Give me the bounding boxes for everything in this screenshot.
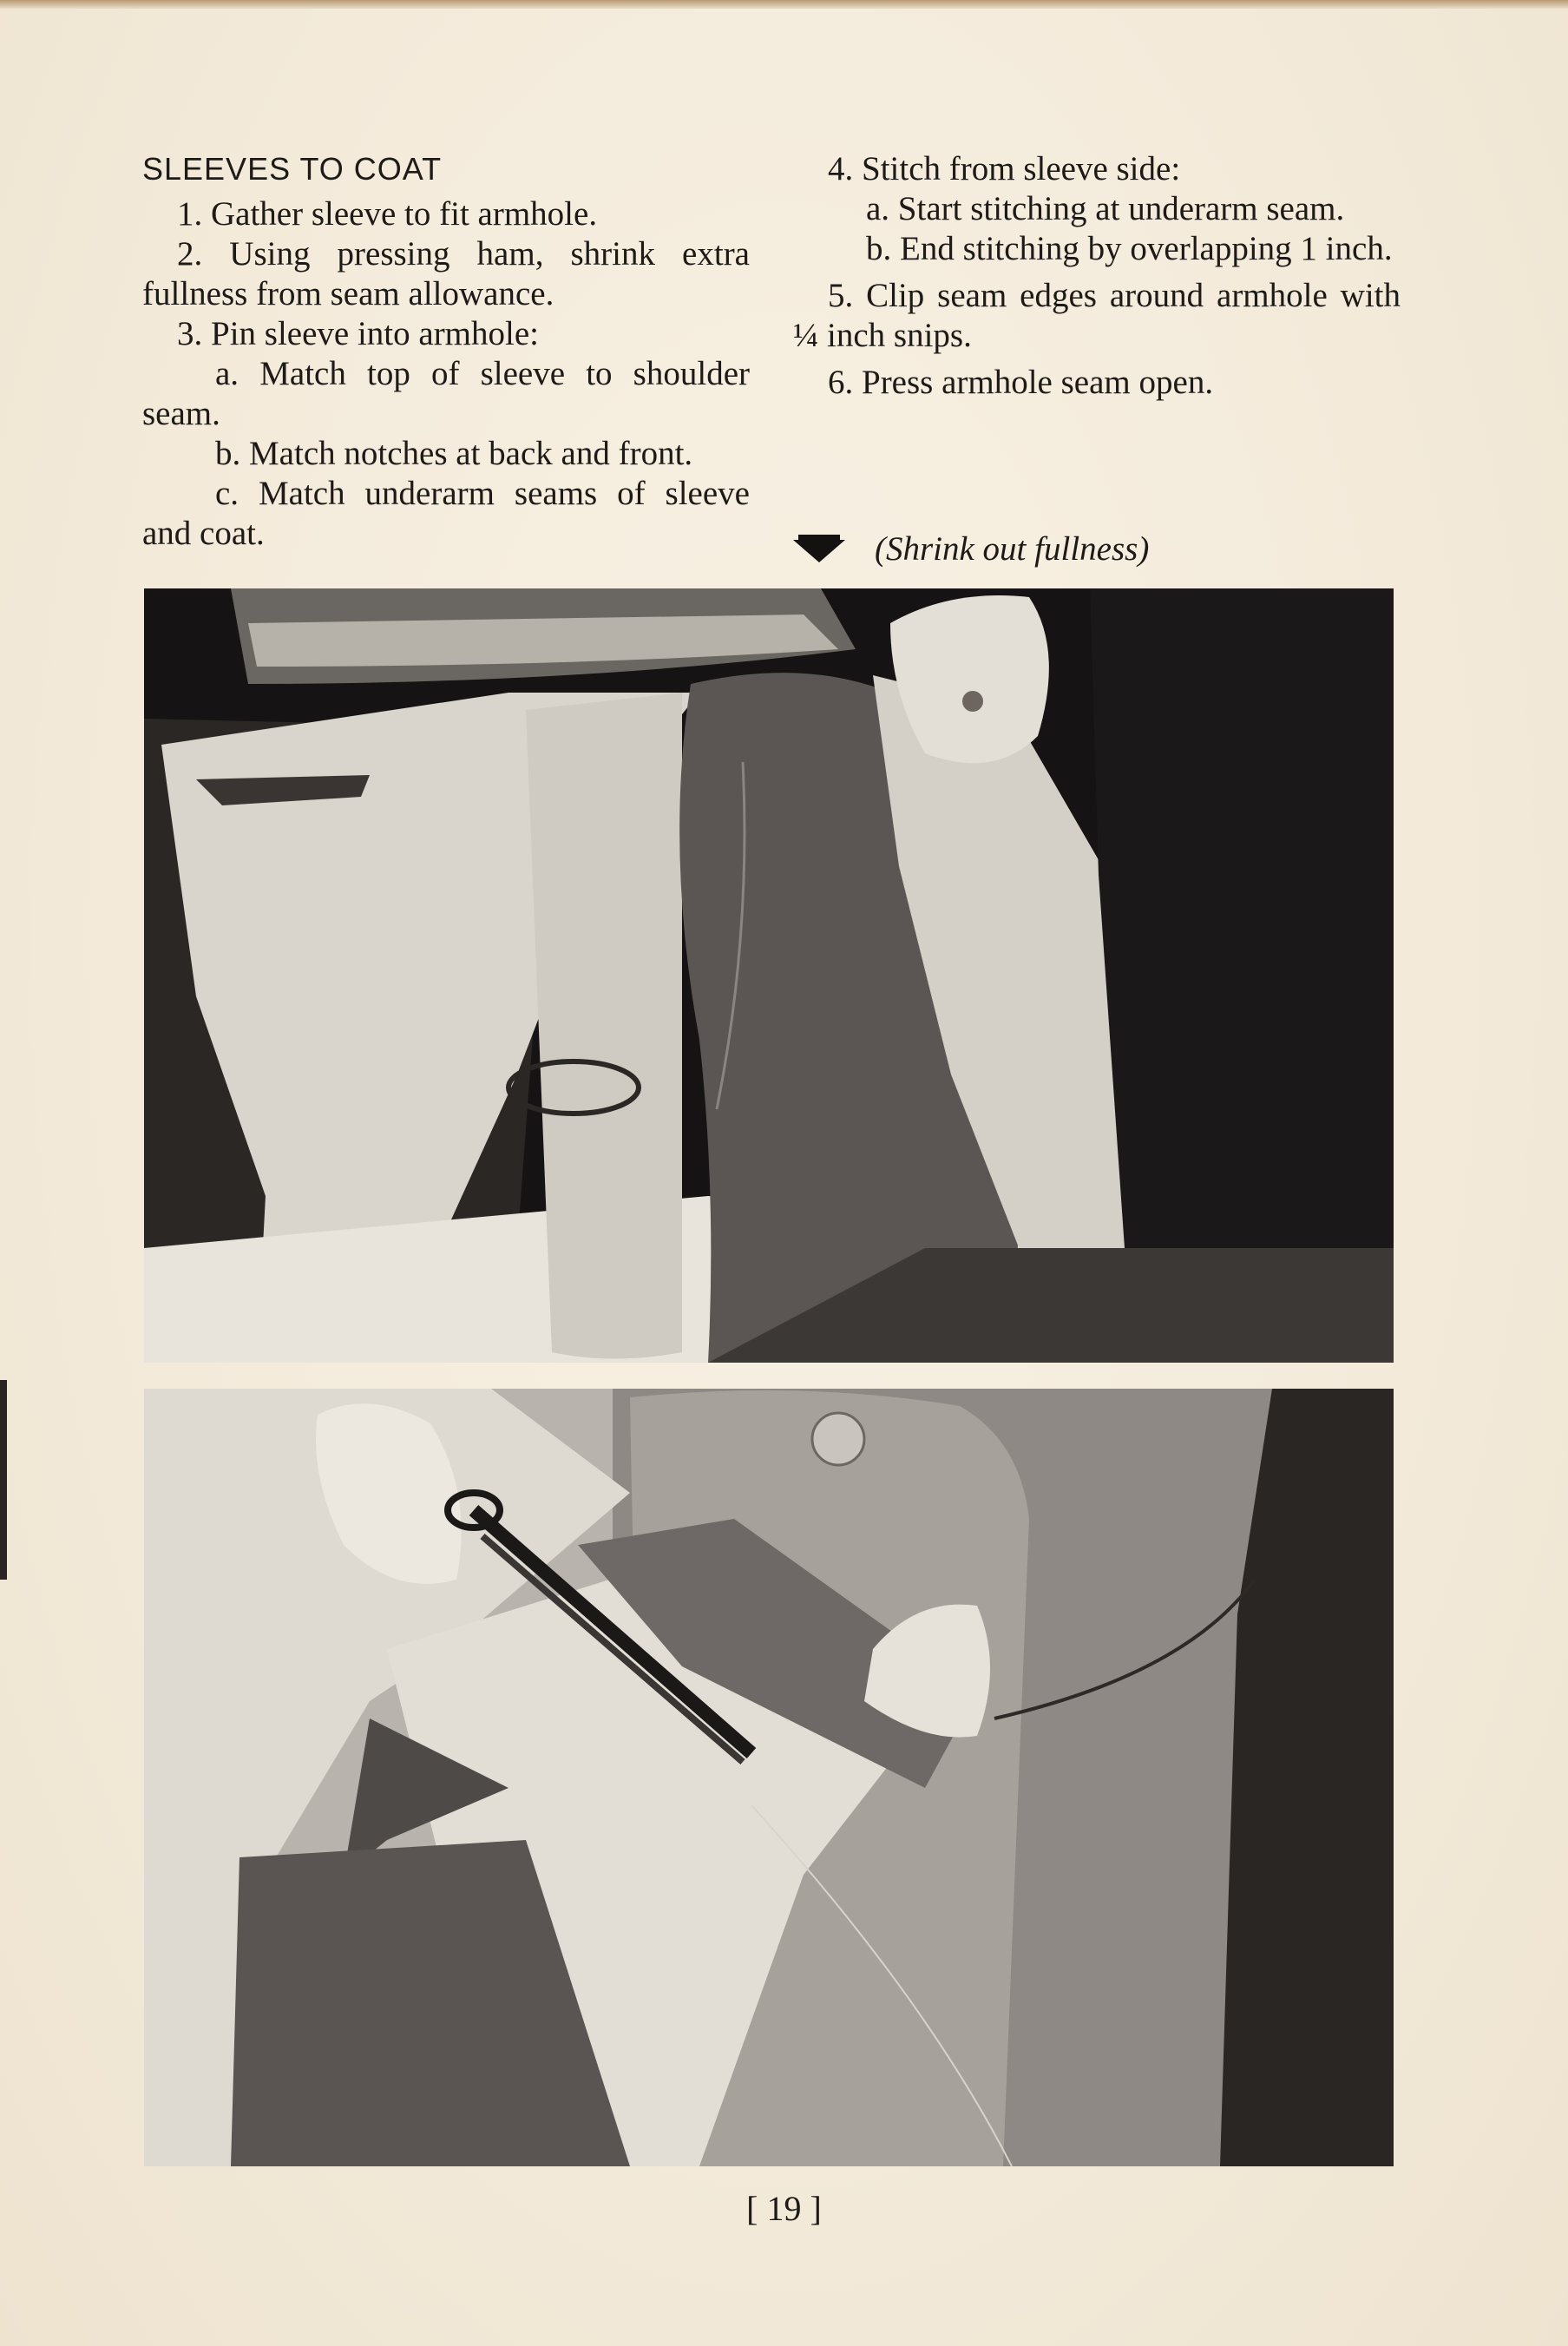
step-3c: c. Match underarm seams of sleeve and coat. [142,475,750,552]
step-4b: b. End stitching by overlapping 1 inch. [866,230,1393,267]
photo-pressing-ham-image [144,588,1394,1363]
right-column [793,149,1401,403]
step-3a: a. Match top of sleeve to shoulder seam. [142,355,750,432]
page-top-edge [0,0,1568,9]
step-6: 6. Press armhole seam open. [828,364,1214,401]
page-binding-shadow [0,1380,7,1580]
step-3: 3. Pin sleeve into armhole: [177,315,540,352]
step-3b: b. Match notches at back and front. [215,435,693,472]
arrow-down-icon [793,535,845,564]
step-1: 1. Gather sleeve to fit armhole. [177,195,598,233]
photo-caption [793,529,1401,569]
caption-text: (Shrink out fullness) [875,530,1150,568]
left-column [142,149,750,554]
photo-pressing-ham [144,588,1394,1363]
photo-clipping-seam-image [144,1389,1394,2166]
step-5: 5. Clip seam edges around armhole with ¼ inch snips. [793,277,1401,354]
step-4: 4. Stitch from sleeve side: [828,150,1181,187]
step-4a: a. Start stitching at underarm seam. [866,190,1345,227]
section-heading: SLEEVES TO COAT [142,151,443,187]
photo-clipping-seam [144,1389,1394,2166]
step-2: 2. Using pressing ham, shrink extra fullness from seam allowance. [142,235,750,312]
page-number: [ 19 ] [746,2189,822,2228]
